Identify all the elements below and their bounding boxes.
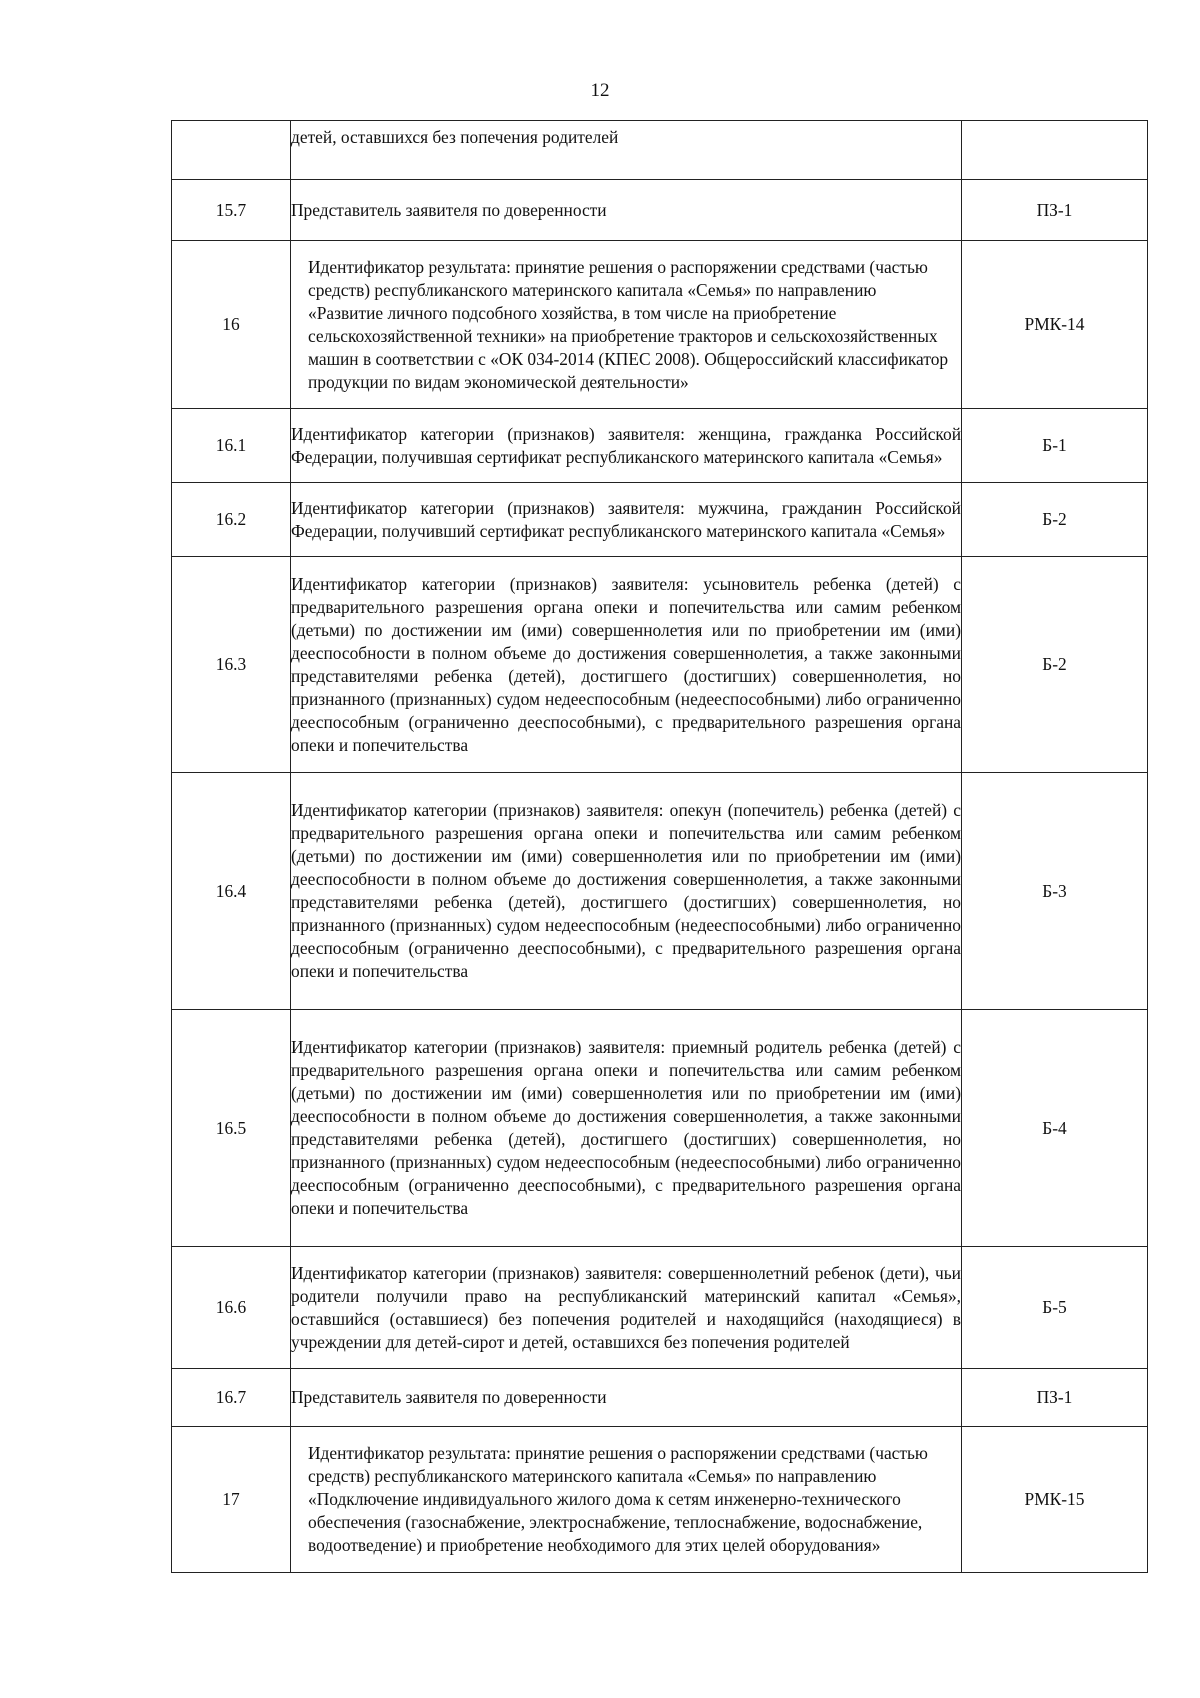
row-number-cell: 16.5: [172, 1010, 291, 1247]
table-row: [172, 1247, 1148, 1369]
row-description-cell: [291, 483, 962, 557]
row-code-cell: Б-5: [962, 1247, 1148, 1369]
row-code-cell: Б-3: [962, 773, 1148, 1010]
row-description-text: Идентификатор категории (признаков) заявителя: приемный родитель ребенка (детей) с предварительного разрешения органа опеки и попечительства или самим ребенком (детьми) по достижении им (ими) совершеннолетия или по приобретении им (ими) дееспособности в полном объеме до достижения совершеннолетия, а также законными представителями ребенка (детей), достигшего (достигших) совершеннолетия, но признанного (признанных) судом недееспособным (недееспособными) либо ограниченно дееспособным (ограниченно дееспособными), с предварительного разрешения органа опеки и попечительства: [291, 1037, 961, 1218]
table-row: [172, 241, 1148, 409]
row-description-cell: [291, 121, 962, 180]
row-description-text: Идентификатор категории (признаков) заявителя: усыновитель ребенка (детей) с предварительного разрешения органа опеки и попечительства или самим ребенком (детьми) по достижении им (ими) совершеннолетия или по приобретении им (ими) дееспособности в полном объеме до достижения совершеннолетия, а также законными представителями ребенка (детей), достигшего (достигших) совершеннолетия, но признанного (признанных) судом недееспособным (недееспособными) либо ограниченно дееспособным (ограниченно дееспособными), с предварительного разрешения органа опеки и попечительства: [291, 573, 961, 755]
row-number-cell: 16.6: [172, 1247, 291, 1369]
row-number-cell: 16.2: [172, 483, 291, 557]
row-description-cell: [291, 409, 962, 483]
row-description-cell: [291, 180, 962, 241]
row-description-text: Представитель заявителя по доверенности: [291, 1387, 607, 1407]
row-code-cell: Б-2: [962, 557, 1148, 773]
table-row: [172, 1010, 1148, 1247]
row-description-cell: [291, 773, 962, 1010]
table-row: [172, 557, 1148, 773]
row-code-cell: РМК-15: [962, 1427, 1148, 1573]
row-description-text: Идентификатор результата: принятие решения о распоряжении средствами (частью средств) республиканского материнского капитала «Семья» по направлению «Подключение индивидуального жилого дома к сетям инженерно-технического обеспечения (газоснабжение, электроснабжение, теплоснабжение, водоснабжение, водоотведение) и приобретение необходимого для этих целей оборудования»: [308, 1443, 928, 1555]
row-description-cell: [291, 557, 962, 773]
row-number-cell: 16.3: [172, 557, 291, 773]
row-description-text: Идентификатор категории (признаков) заявителя: женщина, гражданка Российской Федерации, получившая сертификат республиканского материнского капитала «Семья»: [291, 423, 961, 467]
document-table: [171, 120, 1148, 1573]
row-code-cell: ПЗ-1: [962, 1369, 1148, 1427]
row-code-cell: ПЗ-1: [962, 180, 1148, 241]
table-row: [172, 1369, 1148, 1427]
row-description-text: Идентификатор категории (признаков) заявителя: совершеннолетний ребенок (дети), чьи родители получили право на республиканский материнский капитал «Семья», оставшийся (оставшиеся) без попечения родителей и находящийся (находящиеся) в учреждении для детей-сирот и детей, оставшихся без попечения родителей: [291, 1262, 961, 1352]
row-description-cell: [291, 1010, 962, 1247]
table-row: [172, 773, 1148, 1010]
row-number-cell: 16.1: [172, 409, 291, 483]
row-number-cell: 17: [172, 1427, 291, 1573]
row-description-cell: [291, 241, 962, 409]
row-description-cell: [291, 1369, 962, 1427]
row-description-text: Идентификатор категории (признаков) заявителя: мужчина, гражданин Российской Федерации, получивший сертификат республиканского материнского капитала «Семья»: [291, 497, 961, 541]
row-number-cell: 16.7: [172, 1369, 291, 1427]
table-row: [172, 483, 1148, 557]
row-code-cell: Б-1: [962, 409, 1148, 483]
table-row: [172, 1427, 1148, 1573]
row-description-cell: [291, 1427, 962, 1573]
row-description-text: Представитель заявителя по доверенности: [291, 199, 607, 220]
row-code-cell: Б-4: [962, 1010, 1148, 1247]
row-code-cell: Б-2: [962, 483, 1148, 557]
row-number-cell: 16.4: [172, 773, 291, 1010]
row-description-cell: [291, 1247, 962, 1369]
row-description-text: Идентификатор результата: принятие решения о распоряжении средствами (частью средств) республиканского материнского капитала «Семья» по направлению «Развитие личного подсобного хозяйства, в том числе на приобретение сельскохозяйственной техники» на приобретение тракторов и сельскохозяйственных машин в соответствии с «ОК 034-2014 (КПЕС 2008). Общероссийский классификатор продукции по видам экономической деятельности»: [308, 256, 949, 392]
row-number-cell: 15.7: [172, 180, 291, 241]
row-description-text: Идентификатор категории (признаков) заявителя: опекун (попечитель) ребенка (детей) с предварительного разрешения органа опеки и попечительства или самим ребенком (детьми) по достижении им (ими) совершеннолетия или по приобретении им (ими) дееспособности в полном объеме до достижения совершеннолетия, а также законными представителями ребенка (детей), достигшего (достигших) совершеннолетия, но признанного (признанных) судом недееспособным (недееспособными) либо ограниченно дееспособным (ограниченно дееспособными), с предварительного разрешения органа опеки и попечительства: [291, 800, 961, 981]
row-code-cell: [962, 121, 1148, 180]
row-number-cell: 16: [172, 241, 291, 409]
table-row: [172, 121, 1148, 180]
page-number: 12: [590, 80, 610, 101]
row-description-text: детей, оставшихся без попечения родителей: [291, 127, 619, 147]
table-row: [172, 409, 1148, 483]
row-number-cell: [172, 121, 291, 180]
row-code-cell: РМК-14: [962, 241, 1148, 409]
table-row: [172, 180, 1148, 241]
